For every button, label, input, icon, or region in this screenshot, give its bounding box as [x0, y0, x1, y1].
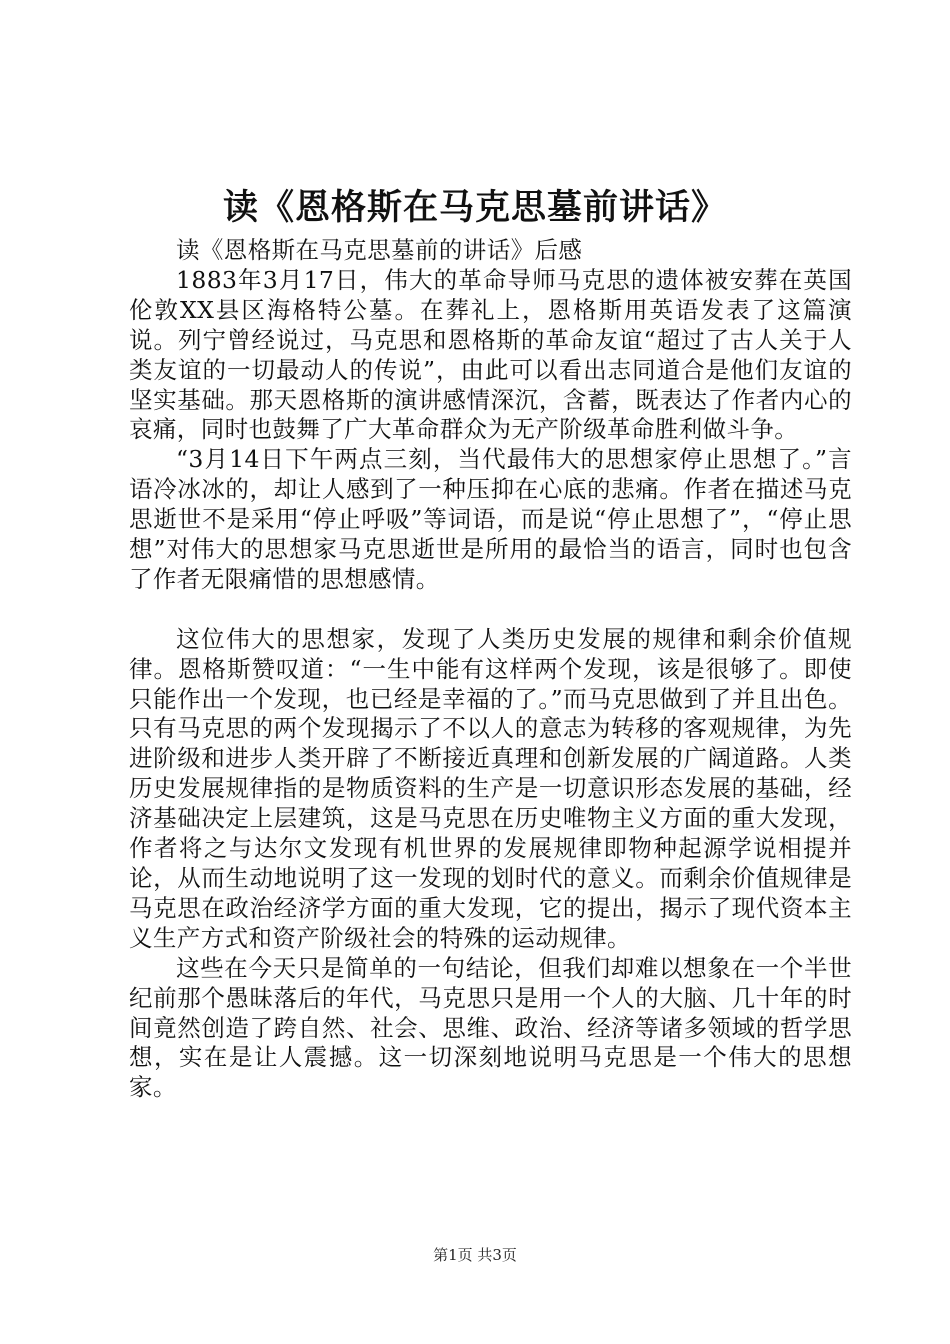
- paragraph: “3月14日下午两点三刻，当代最伟大的思想家停止思想了。”言语冷冰冰的，却让人感到了一种压抑在心底的悲痛。作者在描述马克思逝世不是采用“停止呼吸”等词语，而是说“停止思想了”，“停止思想”对伟大的思想家马克思逝世是所用的最恰当的语言，同时也包含了作者无限痛惜的思想感情。: [129, 445, 852, 593]
- paragraph: 这些在今天只是简单的一句结论，但我们却难以想象在一个半世纪前那个愚昧落后的年代，马克思只是用一个人的大脑、几十年的时间竟然创造了跨自然、社会、思维、政治、经济等诸多领域的哲学思想，实在是让人震撼。这一切深刻地说明马克思是一个伟大的思想家。: [129, 953, 852, 1102]
- paragraph: 1883年3月17日，伟大的革命导师马克思的遗体被安葬在英国伦敦XX县区海格特公墓。在葬礼上，恩格斯用英语发表了这篇演说。列宁曾经说过，马克思和恩格斯的革命友谊“超过了古人关于人类友谊的一切最动人的传说”，由此可以看出志同道合是他们友谊的坚实基础。那天恩格斯的演讲感情深沉，含蓄，既表达了作者内心的哀痛，同时也鼓舞了广大革命群众为无产阶级革命胜利做斗争。: [129, 265, 852, 444]
- paragraph: 这位伟大的思想家，发现了人类历史发展的规律和剩余价值规律。恩格斯赞叹道：“一生中能有这样两个发现，该是很够了。即使只能作出一个发现，也已经是幸福的了。”而马克思做到了并且出色。只有马克思的两个发现揭示了不以人的意志为转移的客观规律，为先进阶级和进步人类开辟了不断接近真理和创新发展的广阔道路。人类历史发展规律指的是物质资料的生产是一切意识形态发展的基础，经济基础决定上层建筑，这是马克思在历史唯物主义方面的重大发现，作者将之与达尔文发现有机世界的发展规律即物种起源学说相提并论，从而生动地说明了这一发现的划时代的意义。而剩余价值规律是马克思在政治经济学方面的重大发现，它的提出，揭示了现代资本主义生产方式和资产阶级社会的特殊的运动规律。: [129, 624, 852, 952]
- document-title: 读《恩格斯在马克思墓前讲话》: [222, 187, 727, 228]
- paragraph-subtitle: 读《恩格斯在马克思墓前的讲话》后感: [176, 236, 583, 264]
- page-number-footer: 第1页 共3页: [433, 1246, 517, 1264]
- document-body: [129, 236, 852, 1103]
